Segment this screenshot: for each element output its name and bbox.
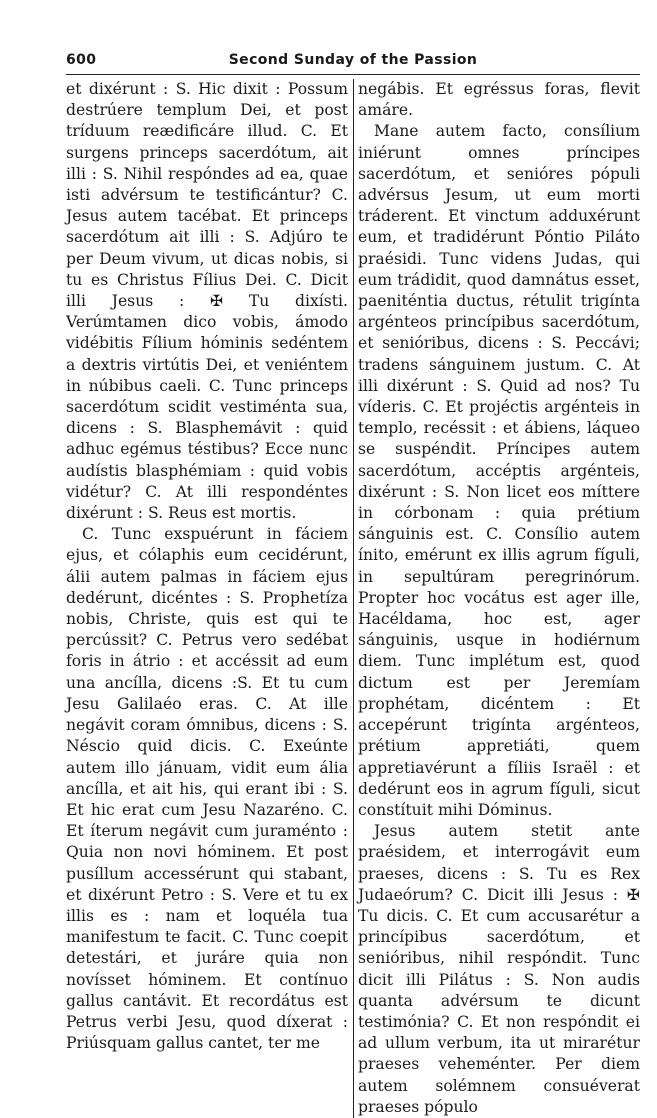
left-column xyxy=(66,79,353,1118)
book-page xyxy=(66,52,640,1118)
running-title: Second Sunday of the Passion xyxy=(228,52,478,68)
right-column xyxy=(354,79,640,1118)
right-paragraph-2: Mane autem facto, consílium iniérunt omnes príncipes sacerdótum, et senióres pópuli advérsus Jesum, ut eum morti tráderent. Et vinctum adduxérunt eum, et tradidérunt Póntio Piláto praésidi. Tunc videns Judas, qui eum trádidit, quod damnátus esset, paeniténtia ductus, rétulit trigínta argénteos princípibus sacerdótum, et senióribus, dicens : S. Peccávi; tradens sánguinem justum. C. At illi dixérunt : S. Quid ad nos? Tu víderis. C. Et projéctis argénteis in templo, recéssit : et ábiens, láqueo se suspéndit. Príncipes autem sacerdótum, accéptis argénteis, dixérunt : S. Non licet eos míttere in córbonam : quia prétium sánguinis est. C. Consílio autem ínito, emérunt ex illis agrum fíguli, in sepultúram peregrinórum. Propter hoc vocátus est ager ille, Hacéldama, hoc est, ager sánguinis, usque in hodiérnum diem. Tunc implétum est, quod dictum est per Jeremíam prophétam, dicéntem : Et accepérunt trigínta argénteos, prétium appretiáti, quem appretiavérunt a fíliis Israël : et dedérunt eos in agrum fíguli, sicut constítuit mihi Dóminus. xyxy=(358,122,640,819)
left-paragraph-2: C. Tunc exspuérunt in fáciem ejus, et cólaphis eum cecidérunt, álii autem palmas in fáciem ejus dedérunt, dicéntes : S. Prophetíza nobis, Christe, quis est qui te percússit? C. Petrus vero sedébat foris in átrio : et accéssit ad eum una ancílla, dicens :S. Et tu cum Jesu Galilaéo eras. C. At ille negávit coram ómnibus, dicens : S. Néscio quid dicis. C. Exeúnte autem illo jánuam, vidit eum ália ancílla, et ait his, qui erant ibi : S. Et hic erat cum Jesu Nazaréno. C. Et íterum negávit cum juraménto : Quia non novi hóminem. Et post pusíllum accessérunt qui stabant, et dixérunt Petro : S. Vere et tu ex illis es : nam et loquéla tua manifestum te facit. C. Tunc coepit detestári, et juráre quia non novísset hóminem. Et contínuo gallus cantávit. Et recordátus est Petrus verbi Jesu, quod díxerat : Priúsquam gallus cantet, ter me xyxy=(66,525,348,1053)
page-number: 600 xyxy=(66,52,97,68)
running-header xyxy=(66,52,640,75)
right-paragraph-3: Jesus autem stetit ante praésidem, et interrogávit eum praeses, dicens : S. Tu es Rex Judaeórum? C. Dicit illi Jesus : ✠ Tu dicis. C. Et cum accusarétur a princípibus sacerdótum, et senióribus, nihil respóndit. Tunc dicit illi Pilátus : S. Non audis quanta advérsum te dicunt testimónia? C. Et non respóndit ei ad ullum verbum, ita ut mirarétur praeses veheménter. Per diem autem solémnem consuéverat praeses pópulo xyxy=(358,822,640,1116)
text-columns xyxy=(66,79,640,1118)
right-paragraph-1: negábis. Et egréssus foras, flevit amáre. xyxy=(358,80,640,120)
left-paragraph-1: et dixérunt : S. Hic dixit : Possum destrúere templum Dei, et post tríduum reædificáre illud. C. Et surgens princeps sacerdótum, ait illi : S. Nihil respóndes ad ea, quae isti advérsum te testificántur? C. Jesus autem tacébat. Et princeps sacerdótum ait illi : S. Adjúro te per Deum vivum, ut dicas nobis, si tu es Christus Fílius Dei. C. Dicit illi Jesus : ✠ Tu dixísti. Verúmtamen dico vobis, ámodo vidébitis Fílium hóminis sedéntem a dextris virtútis Dei, et veniéntem in núbibus caeli. C. Tunc princeps sacerdótum scidit vestiménta sua, dicens : S. Blasphemávit : quid adhuc egémus téstibus? Ecce nunc audístis blasphémiam : quid vobis vidétur? C. At illi respondéntes dixérunt : S. Reus est mortis. xyxy=(66,80,348,523)
